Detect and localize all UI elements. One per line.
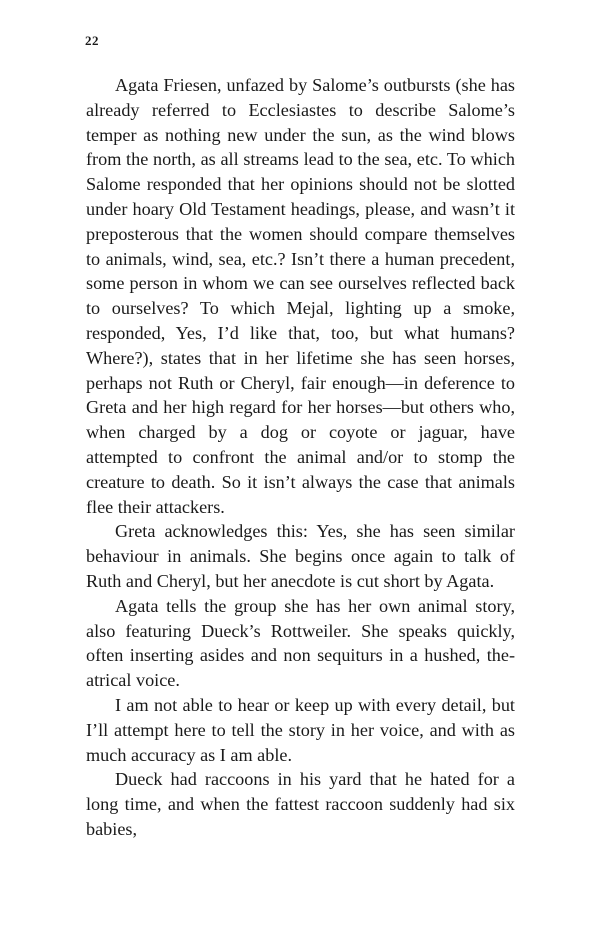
- paragraph-agata-animal-story: Agata tells the group she has her own animal story, also featuring Dueck’s Rottweiler. She speaks quickly, often inserting asides and non sequiturs in a hushed, theatrical voice.: [86, 595, 515, 691]
- page-number: 22: [85, 33, 99, 48]
- body-text: [86, 73, 515, 842]
- paragraph-agata-friesen: Agata Friesen, unfazed by Salome’s outbursts (she has already referred to Ecclesiastes to describe Salome’s temper as nothing new under the sun, as the wind blows from the north, as all streams lead to the sea, etc. To which Salome responded that her opinions should not be slotted under hoary Old Testament headings, please, and wasn’t it preposterous that the women should compare themselves to animals, wind, sea, etc.? Isn’t there a human precedent, some person in whom we can see ourselves reflected back to ourselves? To which Mejal, lighting up a smoke, responded, Yes, I’d like that, too, but what humans? Where?), states that in her lifetime she has seen horses, perhaps not Ruth or Cheryl, fair enough—in deference to Greta and her high regard for her horses—but others who, when charged by a dog or coyote or jaguar, have attempted to confront the animal and/or to stomp the creature to death. So it isn’t always the case that animals flee their attackers.: [86, 75, 515, 517]
- paragraph-narrator-attempt: I am not able to hear or keep up with every detail, but I’ll attempt here to tell the story in her voice, and with as much accuracy as I am able.: [86, 694, 515, 765]
- paragraph-greta-acknowledges: Greta acknowledges this: Yes, she has seen similar behaviour in animals. She begins once again to talk of Ruth and Cheryl, but her anecdote is cut short by Agata.: [86, 521, 515, 591]
- paragraph-dueck-raccoons: Dueck had raccoons in his yard that he hated for a long time, and when the fattest raccoon suddenly had six babies,: [86, 769, 515, 839]
